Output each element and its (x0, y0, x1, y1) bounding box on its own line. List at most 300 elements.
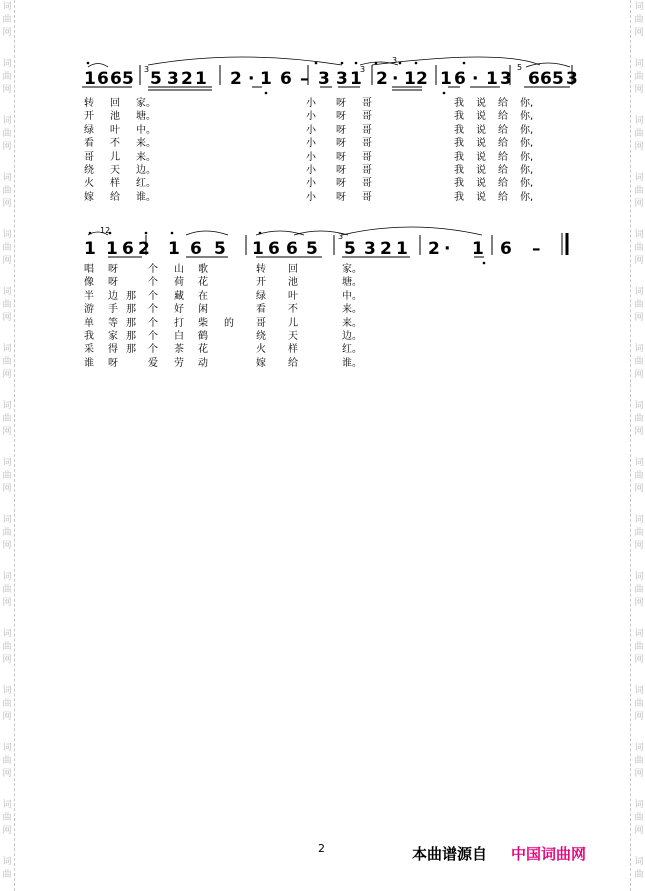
note: 6 (528, 69, 540, 89)
lyric-char: 中。 (342, 290, 362, 302)
lyric-char: 得 (108, 344, 118, 356)
note: 6 (97, 69, 109, 89)
watermark-glyph: 曲 (2, 243, 12, 253)
watermark-glyph: 网 (634, 85, 644, 95)
watermark-glyph: 曲 (2, 756, 12, 766)
note: 6 (190, 239, 202, 259)
watermark-glyph: 网 (2, 826, 12, 836)
note: 3 (167, 69, 179, 89)
lyric-char: 说 (476, 111, 486, 123)
watermark-glyph: 词 (634, 515, 644, 525)
watermark-glyph: 词 (634, 629, 644, 639)
watermark-glyph: 曲 (634, 528, 644, 538)
lyric-char: 那 (126, 330, 136, 342)
note: 3 (500, 69, 512, 89)
note: 2 (428, 239, 440, 259)
watermark-glyph: 词 (2, 173, 12, 183)
lyric-line (80, 177, 575, 190)
watermark-glyph: 网 (634, 541, 644, 551)
note: 6 (540, 69, 552, 89)
lyric-char: 小 (306, 151, 316, 163)
lyric-char: 那 (126, 304, 136, 316)
lyric-char: 来。 (136, 138, 156, 150)
watermark-glyph: 网 (634, 28, 644, 38)
grace-mark: 3 (144, 65, 150, 74)
lyric-char: 儿 (110, 151, 120, 163)
lyric-char: 唱 (84, 264, 94, 275)
lyric-char: 藏 (174, 290, 184, 302)
lyric-char: 开 (256, 277, 266, 289)
note: 1 (195, 69, 207, 89)
watermark-glyph: 词 (634, 857, 644, 867)
lyric-char: 哥 (362, 191, 372, 203)
lyric-char: 小 (306, 111, 316, 123)
lyric-char: 样 (288, 344, 298, 356)
lyrics-block-2 (80, 263, 575, 370)
lyric-char: 呀 (108, 357, 118, 369)
lyric-char: 嫁 (84, 191, 94, 203)
note: 6 (122, 239, 134, 259)
lyric-char: 茶 (174, 344, 184, 356)
watermark-glyph: 曲 (2, 357, 12, 367)
lyric-char: 哥 (362, 124, 372, 136)
lyric-line (80, 97, 575, 110)
watermark-glyph: 网 (634, 484, 644, 494)
watermark-glyph: 词 (634, 287, 644, 297)
watermark-glyph: 词 (634, 116, 644, 126)
watermark-glyph: 词 (2, 287, 12, 297)
watermark-glyph: 曲 (2, 15, 12, 25)
lyric-char: 叶 (110, 124, 120, 136)
lyric-line (80, 330, 575, 343)
note: 5 (552, 69, 564, 89)
lyric-char: 荷 (174, 277, 184, 289)
lyric-char: 像 (84, 277, 94, 289)
right-watermark-strip (630, 0, 645, 891)
lyric-char: 说 (476, 98, 486, 109)
watermark-glyph: 词 (634, 458, 644, 468)
lyric-char: 火 (256, 344, 266, 356)
lyric-char: 你, (520, 151, 534, 163)
note: · (248, 69, 255, 89)
lyric-char: 爱 (148, 357, 158, 369)
source-label: 本曲谱源自 (412, 845, 488, 863)
watermark-glyph: 词 (2, 857, 12, 867)
lyric-char: 我 (84, 330, 94, 342)
triplet-mark: 3 (392, 56, 398, 65)
note: 3 (336, 69, 348, 89)
watermark-glyph: 网 (2, 427, 12, 437)
watermark-glyph: 曲 (634, 642, 644, 652)
watermark-glyph: 曲 (634, 72, 644, 82)
lyric-char: 中。 (136, 124, 156, 136)
lyric-char: 转 (84, 98, 94, 109)
note: – (532, 239, 541, 259)
lyric-char: 我 (454, 124, 464, 136)
lyric-char: 绕 (84, 164, 94, 176)
lyric-line (80, 303, 575, 316)
note: 1 (396, 239, 408, 259)
watermark-glyph: 词 (2, 401, 12, 411)
watermark-glyph: 曲 (634, 129, 644, 139)
lyric-char: 池 (288, 277, 298, 289)
note: 1 (404, 69, 416, 89)
lyric-char: 我 (454, 178, 464, 190)
watermark-glyph: 曲 (634, 813, 644, 823)
lyric-char: 个 (148, 344, 158, 356)
lyric-line (80, 276, 575, 289)
watermark-glyph: 曲 (634, 471, 644, 481)
watermark-glyph: 网 (2, 370, 12, 380)
note: 5 (344, 239, 356, 259)
lyric-line (80, 164, 575, 177)
lyric-line (80, 124, 575, 137)
grace-mark: 5 (517, 63, 523, 72)
lyric-line (80, 343, 575, 356)
note: 2 (230, 69, 242, 89)
watermark-glyph: 词 (2, 59, 12, 69)
watermark-glyph: 曲 (2, 642, 12, 652)
grace-mark: 12 (100, 226, 111, 235)
note: · (444, 239, 451, 259)
lyric-char: 白 (174, 330, 184, 342)
watermark-glyph: 曲 (634, 699, 644, 709)
lyric-char: 好 (174, 304, 184, 316)
note: 5 (306, 239, 318, 259)
note: 2 (380, 239, 392, 259)
lyric-char: 边。 (136, 164, 156, 176)
lyric-char: 采 (84, 344, 94, 356)
lyric-char: 闲 (198, 304, 208, 316)
watermark-glyph: 曲 (2, 129, 12, 139)
lyric-char: 那 (126, 317, 136, 329)
lyric-char: 你, (520, 138, 534, 150)
note: 1 (440, 69, 452, 89)
lyric-char: 你, (520, 111, 534, 123)
lyric-line (80, 110, 575, 123)
lyric-char: 来。 (342, 317, 362, 329)
lyric-char: 歌 (198, 264, 208, 275)
lyric-char: 半 (84, 290, 94, 302)
watermark-glyph: 网 (2, 655, 12, 665)
lyric-char: 等 (108, 317, 118, 329)
lyric-char: 给 (498, 124, 508, 136)
lyric-char: 说 (476, 151, 486, 163)
watermark-glyph: 词 (2, 2, 12, 12)
lyric-char: 给 (498, 178, 508, 190)
watermark-glyph: 网 (2, 769, 12, 779)
lyric-char: 我 (454, 138, 464, 150)
note: · (392, 69, 399, 89)
lyric-char: 游 (84, 304, 94, 316)
page-number: 2 (318, 842, 325, 855)
note: 6 (280, 69, 292, 89)
lyric-char: 花 (198, 344, 208, 356)
lyric-char: 我 (454, 151, 464, 163)
watermark-glyph: 词 (634, 686, 644, 696)
watermark-glyph: 曲 (2, 72, 12, 82)
watermark-glyph: 曲 (2, 414, 12, 424)
note: 6 (500, 239, 512, 259)
watermark-glyph: 曲 (2, 870, 12, 880)
lyric-char: 看 (84, 138, 94, 150)
watermark-glyph: 网 (634, 199, 644, 209)
lyric-char: 你, (520, 178, 534, 190)
watermark-glyph: 网 (634, 370, 644, 380)
lyric-char: 家。 (136, 98, 156, 109)
lyric-char: 我 (454, 191, 464, 203)
left-watermark-strip (0, 0, 15, 891)
lyric-char: 边 (108, 290, 118, 302)
note: 1 (252, 239, 264, 259)
watermark-glyph: 网 (634, 427, 644, 437)
lyric-char: 哥 (362, 138, 372, 150)
lyric-char: 说 (476, 191, 486, 203)
lyric-char: 谁。 (342, 357, 362, 369)
lyric-char: 呀 (336, 111, 346, 123)
watermark-glyph: 曲 (2, 528, 12, 538)
lyric-char: 你, (520, 164, 534, 176)
watermark-glyph: 网 (2, 313, 12, 323)
lyric-char: 谁 (84, 357, 94, 369)
note: 1 (84, 239, 96, 259)
lyric-line (80, 357, 575, 370)
watermark-glyph: 曲 (2, 813, 12, 823)
watermark-glyph: 词 (634, 2, 644, 12)
watermark-glyph: 网 (634, 712, 644, 722)
watermark-glyph: 网 (634, 655, 644, 665)
note: 3 (318, 69, 330, 89)
lyric-char: 红。 (136, 178, 156, 190)
watermark-glyph: 词 (2, 344, 12, 354)
lyric-char: 柴 (198, 317, 208, 329)
lyric-char: 回 (110, 98, 120, 109)
lyric-char: 手 (108, 304, 118, 316)
lyric-char: 呀 (336, 98, 346, 109)
lyric-char: 个 (148, 330, 158, 342)
grace-mark: 3 (360, 65, 366, 74)
watermark-glyph: 曲 (2, 186, 12, 196)
lyric-line (80, 317, 575, 330)
lyric-char: 呀 (336, 151, 346, 163)
note: 5 (150, 69, 162, 89)
lyric-char: 呀 (336, 164, 346, 176)
watermark-glyph: 网 (2, 484, 12, 494)
lyric-char: 天 (288, 330, 298, 342)
lyric-char: 叶 (288, 290, 298, 302)
note: · (472, 69, 479, 89)
watermark-glyph: 词 (2, 515, 12, 525)
site-name: 中国词曲网 (511, 845, 587, 863)
watermark-glyph: 网 (2, 256, 12, 266)
note: 2 (181, 69, 193, 89)
watermark-glyph: 词 (2, 230, 12, 240)
lyric-char: 个 (148, 264, 158, 275)
lyric-char: 给 (498, 151, 508, 163)
lyric-char: 边。 (342, 330, 362, 342)
lyric-char: 哥 (256, 317, 266, 329)
lyric-char: 天 (110, 164, 120, 176)
watermark-glyph: 词 (2, 743, 12, 753)
watermark-glyph: 词 (2, 686, 12, 696)
watermark-glyph: 词 (2, 572, 12, 582)
lyric-line (80, 263, 575, 276)
watermark-glyph: 词 (634, 230, 644, 240)
lyric-char: 来。 (136, 151, 156, 163)
lyric-char: 转 (256, 264, 266, 275)
watermark-glyph: 词 (2, 800, 12, 810)
note: 5 (214, 239, 226, 259)
lyric-char: 呀 (108, 277, 118, 289)
lyric-char: 池 (110, 111, 120, 123)
lyric-char: 给 (498, 164, 508, 176)
lyric-char: 在 (198, 290, 208, 302)
note: 1 (472, 239, 484, 259)
watermark-glyph: 网 (634, 313, 644, 323)
watermark-glyph: 网 (634, 598, 644, 608)
note: 6 (286, 239, 298, 259)
lyric-char: 你, (520, 191, 534, 203)
lyric-char: 打 (174, 317, 184, 329)
note: 1 (168, 239, 180, 259)
note: 1 (84, 69, 96, 89)
footer-source (412, 843, 586, 864)
watermark-glyph: 曲 (2, 471, 12, 481)
lyric-char: 家。 (342, 264, 362, 275)
lyric-char: 你, (520, 124, 534, 136)
lyric-char: 呀 (336, 191, 346, 203)
lyric-char: 小 (306, 138, 316, 150)
note: 3 (566, 69, 578, 89)
note: 2 (376, 69, 388, 89)
note: 1 (350, 69, 362, 89)
lyric-char: 花 (198, 277, 208, 289)
lyric-char: 山 (174, 264, 184, 275)
lyric-char: 我 (454, 111, 464, 123)
lyric-line (80, 191, 575, 204)
lyric-char: 小 (306, 164, 316, 176)
lyric-char: 动 (198, 357, 208, 369)
lyric-char: 给 (498, 111, 508, 123)
note: 5 (122, 69, 134, 89)
lyric-char: 哥 (84, 151, 94, 163)
lyric-char: 鹤 (198, 330, 208, 342)
note: 1 (486, 69, 498, 89)
note: 1 (260, 69, 272, 89)
watermark-glyph: 网 (2, 199, 12, 209)
lyric-char: 说 (476, 164, 486, 176)
watermark-glyph: 词 (634, 59, 644, 69)
lyric-char: 谁。 (136, 191, 156, 203)
lyric-char: 那 (126, 344, 136, 356)
lyric-char: 开 (84, 111, 94, 123)
lyric-char: 劳 (174, 357, 184, 369)
watermark-glyph: 网 (2, 142, 12, 152)
watermark-glyph: 网 (634, 142, 644, 152)
watermark-glyph: 网 (634, 256, 644, 266)
note: 6 (268, 239, 280, 259)
watermark-glyph: 网 (2, 28, 12, 38)
lyric-char: 个 (148, 317, 158, 329)
watermark-glyph: 曲 (2, 300, 12, 310)
watermark-glyph: 词 (634, 344, 644, 354)
lyric-char: 个 (148, 304, 158, 316)
note: 6 (454, 69, 466, 89)
grace-mark: 3 (338, 232, 344, 241)
watermark-glyph: 词 (634, 401, 644, 411)
lyric-char: 我 (454, 98, 464, 109)
lyric-char: 小 (306, 178, 316, 190)
lyric-char: 回 (288, 264, 298, 275)
lyric-char: 绿 (256, 290, 266, 302)
lyric-char: 个 (148, 277, 158, 289)
watermark-glyph: 曲 (634, 300, 644, 310)
lyric-char: 单 (84, 317, 94, 329)
lyric-char: 说 (476, 138, 486, 150)
lyric-char: 我 (454, 164, 464, 176)
lyric-char: 的 (224, 317, 234, 329)
note: 2 (138, 239, 150, 259)
lyric-char: 呀 (108, 264, 118, 275)
watermark-glyph: 曲 (634, 585, 644, 595)
lyric-char: 小 (306, 124, 316, 136)
lyric-char: 绿 (84, 124, 94, 136)
lyric-char: 给 (498, 191, 508, 203)
lyric-char: 个 (148, 290, 158, 302)
watermark-glyph: 曲 (634, 756, 644, 766)
watermark-glyph: 词 (2, 629, 12, 639)
watermark-glyph: 词 (634, 572, 644, 582)
lyric-char: 小 (306, 191, 316, 203)
watermark-glyph: 曲 (634, 414, 644, 424)
lyric-char: 那 (126, 290, 136, 302)
lyric-char: 哥 (362, 98, 372, 109)
lyric-char: 说 (476, 124, 486, 136)
lyric-char: 哥 (362, 178, 372, 190)
watermark-glyph: 词 (634, 800, 644, 810)
watermark-glyph: 网 (2, 598, 12, 608)
lyric-char: 样 (110, 178, 120, 190)
lyric-char: 儿 (288, 317, 298, 329)
watermark-glyph: 曲 (634, 357, 644, 367)
lyric-char: 绕 (256, 330, 266, 342)
lyric-char: 火 (84, 178, 94, 190)
lyric-char: 来。 (342, 304, 362, 316)
lyric-char: 给 (110, 191, 120, 203)
watermark-glyph: 曲 (634, 243, 644, 253)
lyric-line (80, 137, 575, 150)
watermark-glyph: 网 (2, 712, 12, 722)
note: 2 (416, 69, 428, 89)
lyric-char: 小 (306, 98, 316, 109)
note: – (300, 69, 309, 89)
lyric-char: 塘。 (136, 111, 156, 123)
watermark-glyph: 曲 (634, 870, 644, 880)
lyric-char: 哥 (362, 111, 372, 123)
lyric-char: 给 (288, 357, 298, 369)
watermark-glyph: 词 (2, 116, 12, 126)
lyric-char: 说 (476, 178, 486, 190)
watermark-glyph: 曲 (634, 186, 644, 196)
lyric-char: 你, (520, 98, 534, 109)
watermark-glyph: 词 (634, 743, 644, 753)
lyric-char: 呀 (336, 138, 346, 150)
note: 3 (364, 239, 376, 259)
lyric-char: 呀 (336, 178, 346, 190)
watermark-glyph: 词 (2, 458, 12, 468)
lyric-char: 红。 (342, 344, 362, 356)
watermark-glyph: 网 (2, 541, 12, 551)
